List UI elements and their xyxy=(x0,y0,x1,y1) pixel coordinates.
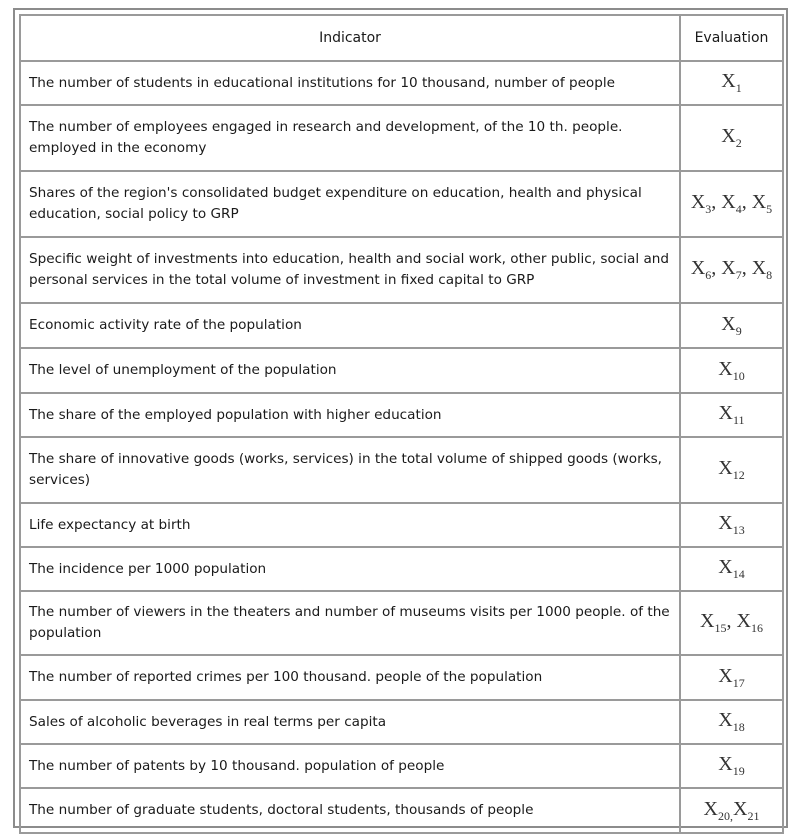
evaluation-cell xyxy=(680,303,783,348)
table-row xyxy=(20,171,783,237)
evaluation-cell xyxy=(680,744,783,788)
variable-symbol: X xyxy=(721,70,736,92)
variable-subscript: 7 xyxy=(735,268,742,282)
evaluation-cell xyxy=(680,171,783,237)
variable-symbol: X xyxy=(721,312,736,335)
variable-symbol: X xyxy=(718,357,733,380)
indicator-cell: The number of employees engaged in research and development, of the 10 th. people. employed in the economy xyxy=(20,105,680,171)
variable-symbol: X xyxy=(703,797,718,820)
indicator-cell: The number of students in educational institutions for 10 thousand, number of people xyxy=(20,61,680,105)
table-row xyxy=(20,437,783,503)
variable-subscript: 2 xyxy=(735,136,742,150)
variable-subscript: 13 xyxy=(732,523,745,537)
variable-symbol: X xyxy=(718,664,733,687)
table-body xyxy=(20,61,783,833)
variable-subscript: 15 xyxy=(714,621,727,635)
variable-symbol: X xyxy=(733,797,748,820)
variable-subscript: 10 xyxy=(732,368,745,383)
variable-symbol: X xyxy=(718,556,733,578)
evaluation-cell xyxy=(680,547,783,591)
evaluation-cell xyxy=(680,437,783,503)
evaluation-cell xyxy=(680,503,783,547)
indicator-cell: Life expectancy at birth xyxy=(20,503,680,547)
table-row xyxy=(20,788,783,833)
variable-symbol: X xyxy=(721,125,736,147)
header-evaluation: Evaluation xyxy=(680,15,783,61)
header-indicator: Indicator xyxy=(20,15,680,61)
variable-symbol: X xyxy=(718,753,733,775)
variable-symbol: X xyxy=(721,191,736,213)
indicators-table-frame xyxy=(13,8,788,828)
evaluation-cell xyxy=(680,655,783,700)
table-row xyxy=(20,348,783,393)
table-row xyxy=(20,744,783,788)
evaluation-separator: , xyxy=(741,191,752,213)
evaluation-cell xyxy=(680,393,783,437)
table-row xyxy=(20,237,783,303)
indicator-cell: The share of the employed population with higher education xyxy=(20,393,680,437)
variable-symbol: X xyxy=(721,257,736,279)
variable-symbol: X xyxy=(718,709,733,731)
evaluation-cell xyxy=(680,700,783,744)
evaluation-separator: , xyxy=(741,257,752,279)
evaluation-cell xyxy=(680,348,783,393)
variable-symbol: X xyxy=(718,457,733,479)
evaluation-cell xyxy=(680,237,783,303)
indicator-cell: The number of graduate students, doctoral students, thousands of people xyxy=(20,788,680,833)
indicator-cell: The incidence per 1000 population xyxy=(20,547,680,591)
indicator-cell: The number of patents by 10 thousand. population of people xyxy=(20,744,680,788)
evaluation-cell xyxy=(680,61,783,105)
variable-subscript: 3 xyxy=(705,202,712,216)
indicator-cell: The level of unemployment of the population xyxy=(20,348,680,393)
table-row xyxy=(20,503,783,547)
table-row xyxy=(20,655,783,700)
variable-subscript: 9 xyxy=(735,323,742,338)
variable-symbol: X xyxy=(751,191,767,213)
table-row xyxy=(20,591,783,655)
table-row xyxy=(20,547,783,591)
table-row xyxy=(20,393,783,437)
evaluation-cell xyxy=(680,788,783,833)
variable-subscript: 16 xyxy=(750,621,763,635)
table-row xyxy=(20,61,783,105)
variable-subscript: 4 xyxy=(735,202,742,216)
variable-subscript: 8 xyxy=(766,268,773,282)
evaluation-cell xyxy=(680,591,783,655)
variable-subscript: 5 xyxy=(766,202,773,216)
variable-symbol: X xyxy=(718,402,733,424)
variable-subscript: 17 xyxy=(732,675,745,690)
table-row xyxy=(20,105,783,171)
variable-symbol: X xyxy=(718,512,733,534)
indicator-cell: The number of reported crimes per 100 thousand. people of the population xyxy=(20,655,680,700)
variable-subscript: 12 xyxy=(732,468,745,482)
indicator-cell: Economic activity rate of the population xyxy=(20,303,680,348)
evaluation-cell xyxy=(680,105,783,171)
evaluation-separator: , xyxy=(711,257,722,279)
variable-subscript: 1 xyxy=(735,81,742,95)
evaluation-separator: , xyxy=(726,610,737,632)
variable-symbol: X xyxy=(690,257,706,279)
indicator-cell: Sales of alcoholic beverages in real terms per capita xyxy=(20,700,680,744)
variable-subscript: 20, xyxy=(718,808,733,823)
variable-subscript: 18 xyxy=(732,720,745,734)
table-row xyxy=(20,700,783,744)
indicator-cell: Specific weight of investments into education, health and social work, other public, social and personal services in the total volume of investment in fixed capital to GRP xyxy=(20,237,680,303)
variable-subscript: 19 xyxy=(732,764,745,778)
variable-symbol: X xyxy=(736,610,751,632)
variable-symbol: X xyxy=(690,191,706,213)
variable-symbol: X xyxy=(751,257,767,279)
variable-subscript: 6 xyxy=(705,268,712,282)
evaluation-separator: , xyxy=(711,191,722,213)
indicator-cell: The share of innovative goods (works, services) in the total volume of shipped goods (works, services) xyxy=(20,437,680,503)
variable-symbol: X xyxy=(700,610,715,632)
table-row xyxy=(20,303,783,348)
variable-subscript: 21 xyxy=(747,808,760,823)
variable-subscript: 11 xyxy=(732,413,745,427)
variable-subscript: 14 xyxy=(732,567,745,581)
indicator-cell: Shares of the region's consolidated budget expenditure on education, health and physical education, social policy to GRP xyxy=(20,171,680,237)
indicator-cell: The number of viewers in the theaters and number of museums visits per 1000 people. of the population xyxy=(20,591,680,655)
indicators-table xyxy=(19,14,784,834)
table-header-row xyxy=(20,15,783,61)
